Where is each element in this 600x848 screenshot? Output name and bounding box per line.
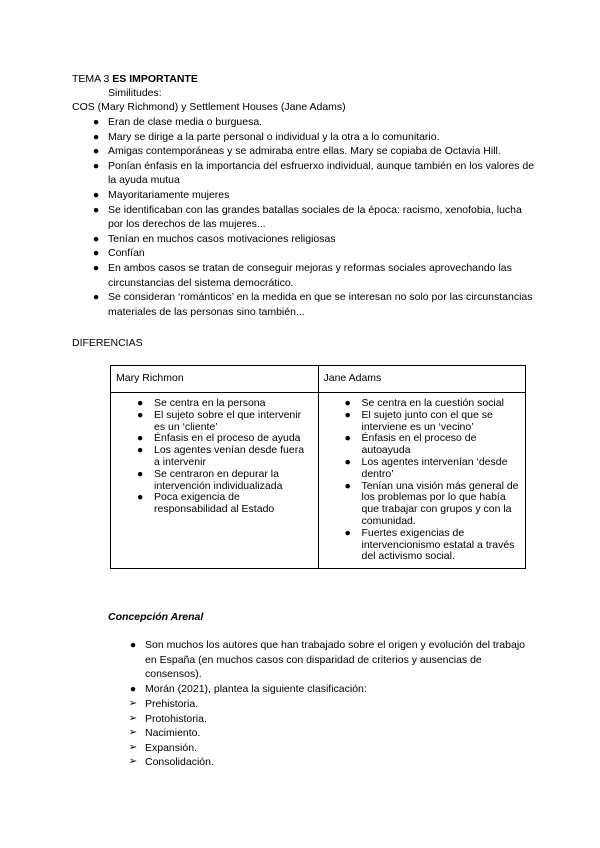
list-item: ● Son muchos los autores que han trabajado sobre el origen y evolución del trabajo en España (en muchos casos con disparidad de criterios y ausencias de consensos). [129, 639, 525, 681]
bullet-icon: ● [92, 261, 100, 274]
concepcion-list [129, 638, 525, 696]
bullet-icon: ● [137, 467, 144, 480]
comparison-table [110, 365, 526, 569]
list-item: ➢ Protohistoria. [128, 712, 207, 725]
list-item: ● Mary se dirige a la parte personal o individual y la otra a lo comunitario. [92, 130, 440, 143]
list-item: ● Se centra en la cuestión social [344, 397, 504, 409]
list-item: ➢ Nacimiento. [128, 727, 201, 740]
bullet-icon: ● [92, 159, 100, 172]
arrow-bullet-icon: ➢ [128, 741, 138, 753]
bullet-icon: ● [137, 432, 144, 445]
list-item: ● Tenían en muchos casos motivaciones religiosas [92, 232, 336, 245]
bullet-icon: ● [344, 526, 351, 539]
list-item: ● Eran de clase media o burguesa. [92, 116, 263, 128]
list-item: ● Los agentes venían desde fuera a intervenir [137, 444, 305, 468]
arrow-bullet-icon: ➢ [128, 727, 138, 739]
list-item: ● Se identificaban con las grandes batallas sociales de la época: racismo, xenofobia, lucha por los derechos de las mujeres... [92, 203, 522, 231]
list-item: ● Se centraron en depurar la intervención individualizada [137, 467, 283, 492]
list-item: ● El sujeto junto con el que se interviene es un ‘vecino’ [344, 408, 493, 433]
similitudes-list [92, 115, 538, 319]
similitudes-heading: Similitudes: [108, 87, 162, 99]
list-item: ● Amigas contemporáneas y se admiraba entre ellas. Mary se copiaba de Octavia Hill. [92, 145, 501, 158]
list-item: ➢ Prehistoria. [128, 698, 199, 710]
list-item: ● Poca exigencia de responsabilidad al Estado [137, 491, 275, 516]
bullet-icon: ● [92, 291, 100, 304]
bullet-icon: ● [344, 479, 351, 492]
list-item: ● Los agentes intervenían ‘desde dentro’ [344, 455, 508, 480]
list-item: ● Énfasis en el proceso de ayuda [137, 432, 301, 445]
page-title [72, 72, 198, 86]
list-item: ● Se consideran ‘románticos’ en la medida en que se interesan no solo por las circunstancias materiales de las personas sino también... [92, 291, 533, 318]
table-cell-jane [318, 393, 526, 569]
bullet-icon: ● [129, 639, 137, 651]
table-cell-mary [111, 393, 319, 569]
bullet-icon: ● [92, 145, 100, 158]
list-item: ● Énfasis en el proceso de autoayuda [344, 432, 477, 457]
bullet-icon: ● [137, 491, 144, 504]
bullet-icon: ● [344, 408, 351, 421]
list-item: ● Se centra en la persona [137, 397, 266, 409]
bullet-icon: ● [344, 397, 351, 409]
bullet-icon: ● [92, 247, 100, 260]
bullet-icon: ● [137, 444, 144, 457]
list-item: ● Tenían una visión más general de los problemas por lo que había que trabajar con grupos y con la comunidad. [344, 479, 519, 527]
list-item: ● Confían [92, 247, 145, 260]
list-item: ● Ponían énfasis en la importancia del esfruerxo individual, aunque también en los valores de la ayuda mutua [92, 159, 535, 187]
list-item: ➢ Consolidación. [128, 756, 214, 769]
bullet-icon: ● [92, 203, 100, 216]
bullet-icon: ● [137, 408, 144, 421]
arrow-bullet-icon: ➢ [128, 698, 138, 709]
table-header-mary: Mary Richmon [111, 366, 319, 393]
bullet-icon: ● [344, 432, 351, 445]
list-item: ● El sujeto sobre el que intervenir es un ‘cliente’ [137, 408, 302, 433]
bullet-icon: ● [92, 232, 100, 245]
cos-heading: COS (Mary Richmond) y Settlement Houses (Jane Adams) [72, 101, 346, 113]
bullet-icon: ● [137, 397, 144, 409]
list-item: ● En ambos casos se tratan de conseguir mejoras y reformas sociales aprovechando las circunstancias del sistema democrático. [92, 261, 512, 289]
bullet-icon: ● [92, 116, 100, 128]
bullet-icon: ● [129, 682, 137, 695]
list-item: ● Morán (2021), plantea la siguiente clasificación: [129, 682, 367, 695]
arrow-bullet-icon: ➢ [128, 756, 138, 768]
diferencias-heading: DIFERENCIAS [72, 337, 143, 349]
bullet-icon: ● [92, 130, 100, 143]
table-header-row [111, 366, 526, 393]
tema-label: TEMA 3 [72, 73, 110, 85]
table-header-jane: Jane Adams [318, 366, 526, 393]
list-item: ● Mayoritariamente mujeres [92, 188, 230, 201]
clasificacion-list [128, 697, 445, 770]
bullet-icon: ● [92, 188, 100, 201]
arrow-bullet-icon: ➢ [128, 712, 138, 724]
list-item: ➢ Expansión. [128, 741, 197, 754]
list-item: ● Fuertes exigencias de intervencionismo estatal a través del activismo social. [344, 526, 515, 563]
table-row [111, 393, 526, 569]
importante-label: ES IMPORTANTE [112, 73, 198, 85]
concepcion-heading: Concepción Arenal [108, 611, 204, 623]
bullet-icon: ● [344, 455, 351, 468]
